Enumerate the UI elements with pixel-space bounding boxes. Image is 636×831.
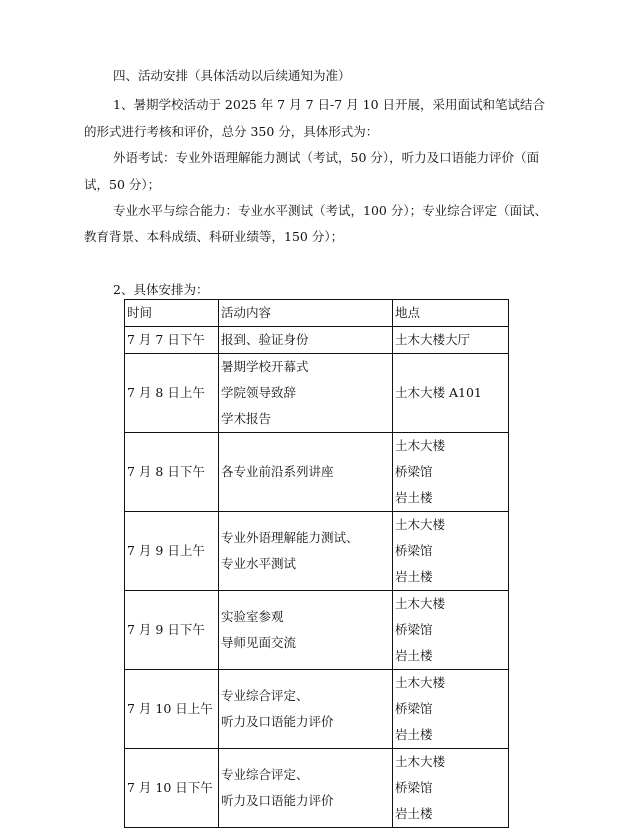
place-line: 土木大楼 A101 <box>395 385 482 400</box>
table-row <box>125 591 509 670</box>
table-row <box>125 512 509 591</box>
place-line: 桥梁馆 <box>395 622 433 637</box>
table-row <box>125 354 509 433</box>
time-cell: 7 月 10 日下午 <box>125 749 219 828</box>
time-cell: 7 月 8 日下午 <box>125 433 219 512</box>
place-line: 桥梁馆 <box>395 701 433 716</box>
paragraph-3-line-2: 教育背景、本科成绩、科研业绩等，150 分）； <box>84 229 344 244</box>
header-cell-content: 活动内容 <box>219 300 393 327</box>
place-cell <box>393 433 509 512</box>
content-cell <box>219 354 393 433</box>
place-cell <box>393 327 509 354</box>
place-line: 土木大楼大厅 <box>395 332 471 347</box>
content-line: 导师见面交流 <box>221 635 297 650</box>
place-line: 桥梁馆 <box>395 464 433 479</box>
content-line: 专业综合评定、 <box>221 688 309 703</box>
content-line: 学院领导致辞 <box>221 385 297 400</box>
place-line: 岩土楼 <box>395 806 433 821</box>
place-line: 岩土楼 <box>395 648 433 663</box>
paragraph-3-line-1: 专业水平与综合能力：专业水平测试（考试，100 分）；专业综合评定（面试、 <box>113 203 548 218</box>
table-row <box>125 327 509 354</box>
content-line: 听力及口语能力评价 <box>221 793 334 808</box>
paragraph-1-line-1: 1、暑期学校活动于 2025 年 7 月 7 日-7 月 10 日开展，采用面试和笔试结合 <box>113 97 546 112</box>
place-line: 岩土楼 <box>395 727 433 742</box>
table-row <box>125 670 509 749</box>
place-cell <box>393 512 509 591</box>
content-line: 专业外语理解能力测试、 <box>221 530 359 545</box>
place-cell <box>393 354 509 433</box>
header-cell-place: 地点 <box>393 300 509 327</box>
section-heading: 四、活动安排（具体活动以后续通知为准） <box>113 68 351 83</box>
place-line: 岩土楼 <box>395 569 433 584</box>
place-line: 土木大楼 <box>395 675 446 690</box>
paragraph-2-line-1: 外语考试：专业外语理解能力测试（考试，50 分），听力及口语能力评价（面 <box>113 150 540 165</box>
place-cell <box>393 749 509 828</box>
content-cell <box>219 512 393 591</box>
content-line: 专业水平测试 <box>221 556 297 571</box>
content-line: 学术报告 <box>221 411 272 426</box>
place-line: 桥梁馆 <box>395 780 433 795</box>
table-row <box>125 749 509 828</box>
content-line: 暑期学校开幕式 <box>221 359 309 374</box>
sub-heading: 2、具体安排为： <box>113 282 209 297</box>
content-cell <box>219 591 393 670</box>
place-line: 土木大楼 <box>395 754 446 769</box>
table-row <box>125 433 509 512</box>
content-line: 专业综合评定、 <box>221 767 309 782</box>
place-line: 桥梁馆 <box>395 543 433 558</box>
content-line: 听力及口语能力评价 <box>221 714 334 729</box>
time-cell: 7 月 10 日上午 <box>125 670 219 749</box>
paragraph-1-line-2: 的形式进行考核和评价，总分 350 分，具体形式为： <box>84 124 379 139</box>
content-cell <box>219 670 393 749</box>
time-cell: 7 月 9 日上午 <box>125 512 219 591</box>
header-cell-time: 时间 <box>125 300 219 327</box>
table-header-row <box>125 300 509 327</box>
time-cell: 7 月 8 日上午 <box>125 354 219 433</box>
place-line: 土木大楼 <box>395 596 446 611</box>
time-cell: 7 月 7 日下午 <box>125 327 219 354</box>
place-line: 土木大楼 <box>395 517 446 532</box>
paragraph-2-line-2: 试，50 分）； <box>84 177 161 192</box>
content-line: 各专业前沿系列讲座 <box>221 464 334 479</box>
time-cell: 7 月 9 日下午 <box>125 591 219 670</box>
content-line: 实验室参观 <box>221 609 284 624</box>
place-line: 土木大楼 <box>395 438 446 453</box>
place-cell <box>393 591 509 670</box>
content-cell <box>219 749 393 828</box>
content-cell <box>219 433 393 512</box>
schedule-table <box>124 299 509 828</box>
place-line: 岩土楼 <box>395 490 433 505</box>
content-cell <box>219 327 393 354</box>
content-line: 报到、验证身份 <box>221 332 309 347</box>
place-cell <box>393 670 509 749</box>
